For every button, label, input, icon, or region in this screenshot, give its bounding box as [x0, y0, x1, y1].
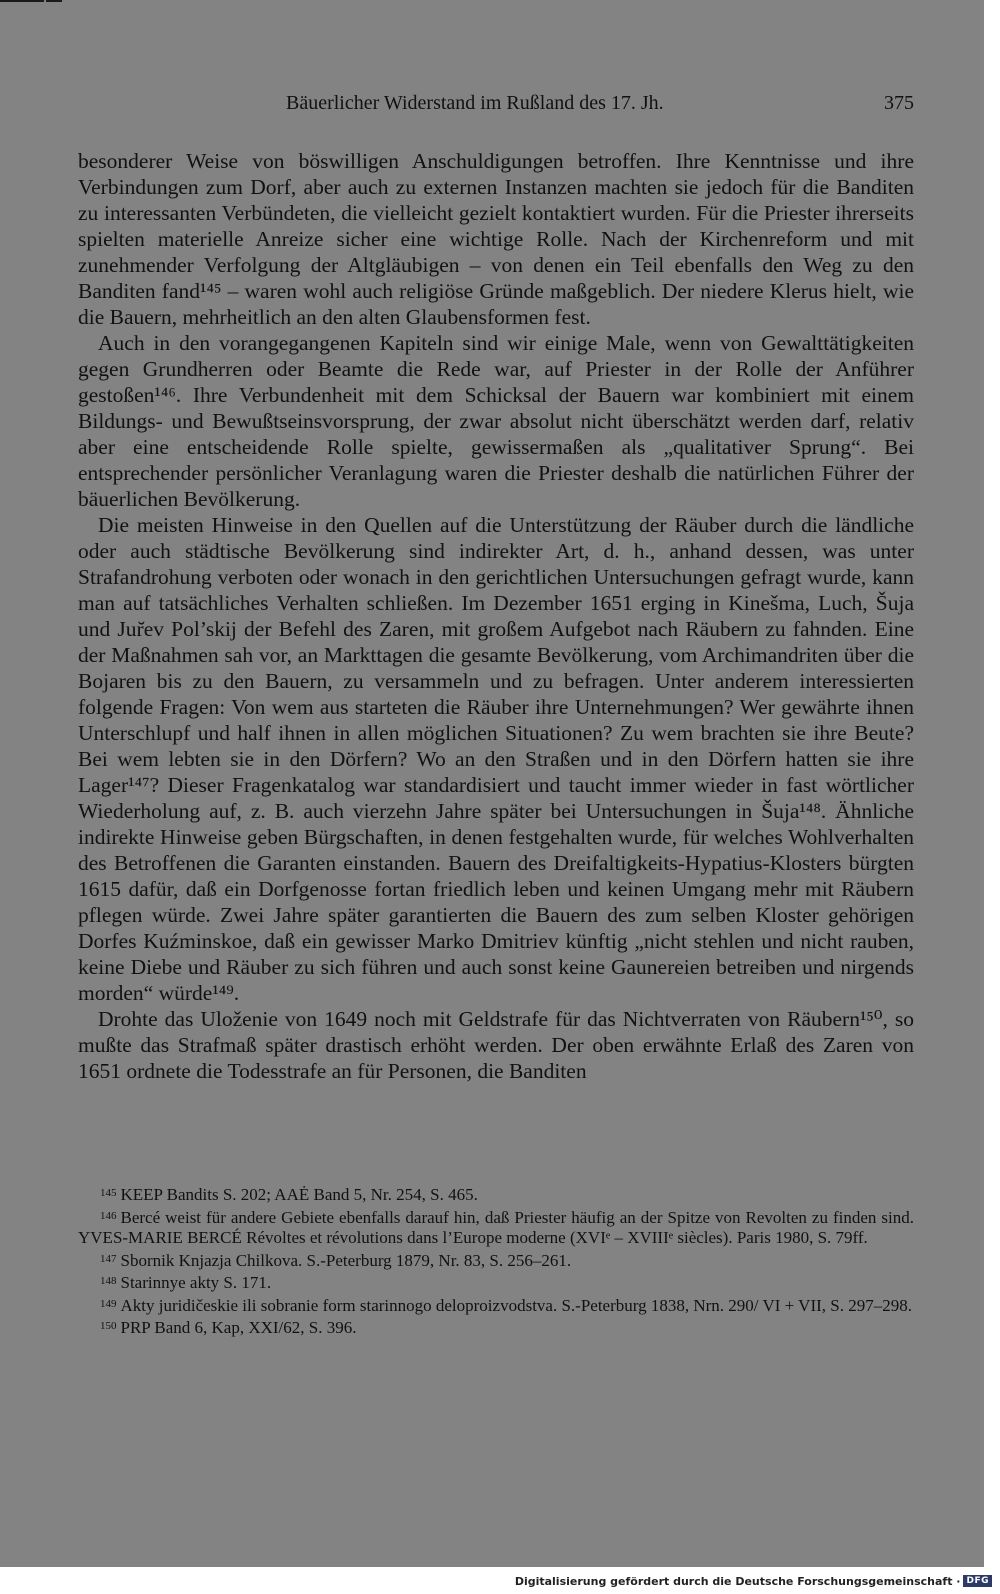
- footnote-number: 148: [100, 1275, 117, 1287]
- footnote-number: 145: [100, 1187, 117, 1199]
- footnote-number: 149: [100, 1297, 117, 1310]
- paragraph: Auch in den vorangegangenen Kapiteln sind wir einige Male, wenn von Gewalttätigkeiten gegen Grundherren oder Beamte die Rede war, auf Priester in der Rolle der Anführer gestoßen¹⁴⁶. Ihre Verbundenheit mit dem Schicksal der Bauern war kombiniert mit einem Bildungs- und Bewußtseinsvorsprung, der zwar absolut nicht überschätzt werden darf, relativ aber eine entscheidende Rolle spielte, gewissermaßen als „qualitativer Sprung“. Bei entsprechender persönlicher Veranlagung waren die Priester deshalb die natürlichen Führer der bäuerlichen Bevölkerung.: [78, 331, 914, 511]
- footnote-text: Bercé weist für andere Gebiete ebenfalls darauf hin, daß Priester häufig an der Spitze von Revolten zu finden sind. YVES-MARIE BERCÉ Révoltes et révolutions dans l’Europe moderne (XVIᵉ – XVIIIᵉ siècles). Paris 1980, S. 79ff.: [78, 1207, 914, 1247]
- footnote: [78, 1206, 914, 1249]
- footnote-text: KEEP Bandits S. 202; AAĖ Band 5, Nr. 254, S. 465.: [120, 1185, 478, 1204]
- footnote-number: 147: [100, 1252, 117, 1265]
- running-head: [78, 92, 914, 122]
- footnote-text: Sbornik Knjazja Chilkova. S.-Peterburg 1879, Nr. 83, S. 256–261.: [120, 1250, 572, 1270]
- footnote: [78, 1183, 914, 1206]
- paragraph: Die meisten Hinweise in den Quellen auf die Unterstützung der Räuber durch die ländliche oder auch städtische Bevölkerung sind indirekter Art, d. h., anhand dessen, was unter Strafandrohung verboten oder wonach in den gerichtlichen Untersuchungen gefragt wurde, kann man auf tatsächliches Verhalten schließen. Im Dezember 1651 erging in Kinešma, Luch, Šuja und Jur̆ev Pol’skij der Befehl des Zaren, mit großem Aufgebot nach Räubern zu fahnden. Eine der Maßnahmen sah vor, an Markttagen die gesamte Bevölkerung, vom Archimandriten über die Bojaren bis zu den Bauern, zu versammeln und zu befragen. Unter anderem interessierten folgende Fragen: Von wem aus starteten die Räuber ihre Unternehmungen? Wer gewährte ihnen Unterschlupf und half ihnen in allen möglichen Situationen? Zu wem brachten sie ihre Beute? Bei wem lebten sie in den Dörfern? Wo an den Straßen und in den Dörfern hatten sie ihre Lager¹⁴⁷? Dieser Fragenkatalog war standardisiert und taucht immer wieder in fast wörtlicher Wiederholung auf, z. B. auch vierzehn Jahre später bei Untersuchungen in Šuja¹⁴⁸. Ähnliche indirekte Hinweise geben Bürgschaften, in denen festgehalten wurde, für welches Wohlverhalten des Betroffenen die Garanten einstanden. Bauern des Dreifaltigkeits-Hypatius-Klosters bürgten 1615 dafür, daß ein Dorfgenosse fortan friedlich leben und keinen Umgang mehr mit Räubern pflegen würde. Zwei Jahre später garantierten die Bauern des zum selben Kloster gehörigen Dorfes Kuźminskoe, daß ein gewisser Marko Dmitriev künftig „nicht stehlen und nicht rauben, keine Diebe und Räuber zu sich führen und auch sonst keine Gaunereien betreiben und nirgends morden“ würde¹⁴⁹.: [78, 513, 914, 1005]
- footnote-text: Starinnye akty S. 171.: [120, 1273, 272, 1292]
- paragraph: besonderer Weise von böswilligen Anschuldigungen betroffen. Ihre Kenntnisse und ihre Verbindungen zum Dorf, aber auch zu externen Instanzen machten sie jedoch für die Banditen zu interessanten Verbündeten, die vielleicht gezielt kontaktiert wurden. Für die Priester ihrerseits spielten materielle Anreize sicher eine wichtige Rolle. Nach der Kirchenreform und mit zunehmender Verfolgung der Altgläubigen – von denen ein Teil ebenfalls den Weg zu den Banditen fand¹⁴⁵ – waren wohl auch religiöse Gründe maßgeblich. Der niedere Klerus hielt, wie die Bauern, mehrheitlich an den alten Glaubensformen fest.: [78, 149, 914, 329]
- digitization-credit: [515, 1572, 992, 1590]
- footnotes: [78, 1183, 914, 1339]
- footnote-number: 150: [100, 1320, 117, 1332]
- footnote: [78, 1294, 914, 1317]
- credit-text: Digitalisierung gefördert durch die Deutsche Forschungsgemeinschaft ·: [514, 1574, 961, 1588]
- footnote: [78, 1271, 914, 1294]
- running-head-title: Bäuerlicher Widerstand im Rußland des 17. Jh.: [286, 92, 664, 114]
- footnote-number: 146: [100, 1209, 117, 1222]
- dfg-logo-icon: DFG: [963, 1575, 992, 1587]
- body-text: [78, 148, 914, 1084]
- paragraph: Drohte das Uloženie von 1649 noch mit Geldstrafe für das Nichtverraten von Räubern¹⁵⁰, so mußte das Strafmaß später drastisch erhöht werden. Der oben erwähnte Erlaß des Zaren von 1651 ordnete die Todesstrafe an für Personen, die Banditen: [78, 1007, 914, 1083]
- page-number: 375: [884, 92, 914, 114]
- footnote: [78, 1249, 914, 1272]
- footnote: [78, 1316, 914, 1339]
- footnote-text: Akty juridičeskie ili sobranie form starinnogo deloproizvodstva. S.-Peterburg 1838, Nrn. 290/ VI + VII, S. 297–298.: [120, 1295, 912, 1315]
- footnote-text: PRP Band 6, Kap, XXI/62, S. 396.: [120, 1318, 357, 1337]
- scan-corner-mark: [0, 0, 62, 2]
